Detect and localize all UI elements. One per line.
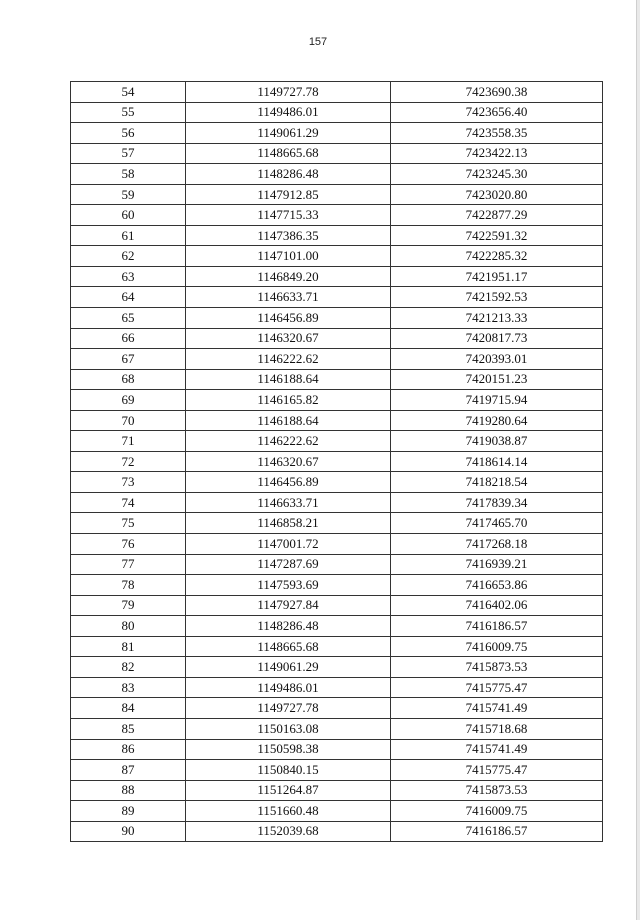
x-coordinate-cell: 1148665.68 bbox=[186, 636, 391, 657]
y-coordinate-cell: 7418218.54 bbox=[391, 472, 603, 493]
point-number-cell: 75 bbox=[71, 513, 186, 534]
y-coordinate-cell: 7416186.57 bbox=[391, 616, 603, 637]
point-number-cell: 89 bbox=[71, 801, 186, 822]
x-coordinate-cell: 1146849.20 bbox=[186, 266, 391, 287]
x-coordinate-cell: 1149486.01 bbox=[186, 677, 391, 698]
y-coordinate-cell: 7415775.47 bbox=[391, 677, 603, 698]
x-coordinate-cell: 1146320.67 bbox=[186, 328, 391, 349]
table-row bbox=[71, 390, 603, 411]
y-coordinate-cell: 7415775.47 bbox=[391, 760, 603, 781]
x-coordinate-cell: 1147386.35 bbox=[186, 225, 391, 246]
y-coordinate-cell: 7421213.33 bbox=[391, 308, 603, 329]
point-number-cell: 86 bbox=[71, 739, 186, 760]
y-coordinate-cell: 7423422.13 bbox=[391, 143, 603, 164]
y-coordinate-cell: 7419715.94 bbox=[391, 390, 603, 411]
y-coordinate-cell: 7421951.17 bbox=[391, 266, 603, 287]
point-number-cell: 90 bbox=[71, 821, 186, 842]
y-coordinate-cell: 7422591.32 bbox=[391, 225, 603, 246]
y-coordinate-cell: 7417268.18 bbox=[391, 534, 603, 555]
x-coordinate-cell: 1147715.33 bbox=[186, 205, 391, 226]
table-row bbox=[71, 821, 603, 842]
point-number-cell: 87 bbox=[71, 760, 186, 781]
point-number-cell: 71 bbox=[71, 431, 186, 452]
table-row bbox=[71, 616, 603, 637]
point-number-cell: 70 bbox=[71, 410, 186, 431]
page-number: 157 bbox=[308, 36, 328, 48]
point-number-cell: 77 bbox=[71, 554, 186, 575]
point-number-cell: 61 bbox=[71, 225, 186, 246]
table-row bbox=[71, 451, 603, 472]
table-row bbox=[71, 143, 603, 164]
point-number-cell: 68 bbox=[71, 369, 186, 390]
x-coordinate-cell: 1151264.87 bbox=[186, 780, 391, 801]
x-coordinate-cell: 1149727.78 bbox=[186, 82, 391, 103]
point-number-cell: 55 bbox=[71, 102, 186, 123]
table-row bbox=[71, 513, 603, 534]
y-coordinate-cell: 7420393.01 bbox=[391, 349, 603, 370]
x-coordinate-cell: 1148286.48 bbox=[186, 616, 391, 637]
x-coordinate-cell: 1149061.29 bbox=[186, 657, 391, 678]
table-row bbox=[71, 801, 603, 822]
table-row bbox=[71, 739, 603, 760]
table-row bbox=[71, 431, 603, 452]
table-row bbox=[71, 308, 603, 329]
table-row bbox=[71, 225, 603, 246]
point-number-cell: 78 bbox=[71, 575, 186, 596]
x-coordinate-cell: 1146456.89 bbox=[186, 472, 391, 493]
y-coordinate-cell: 7415718.68 bbox=[391, 718, 603, 739]
point-number-cell: 72 bbox=[71, 451, 186, 472]
table-row bbox=[71, 287, 603, 308]
table-row bbox=[71, 82, 603, 103]
table-row bbox=[71, 164, 603, 185]
y-coordinate-cell: 7423656.40 bbox=[391, 102, 603, 123]
y-coordinate-cell: 7422877.29 bbox=[391, 205, 603, 226]
x-coordinate-cell: 1146188.64 bbox=[186, 410, 391, 431]
table-row bbox=[71, 102, 603, 123]
point-number-cell: 60 bbox=[71, 205, 186, 226]
table-row bbox=[71, 328, 603, 349]
y-coordinate-cell: 7415873.53 bbox=[391, 780, 603, 801]
table-row bbox=[71, 657, 603, 678]
x-coordinate-cell: 1151660.48 bbox=[186, 801, 391, 822]
x-coordinate-cell: 1149486.01 bbox=[186, 102, 391, 123]
x-coordinate-cell: 1146858.21 bbox=[186, 513, 391, 534]
x-coordinate-cell: 1147001.72 bbox=[186, 534, 391, 555]
y-coordinate-cell: 7416186.57 bbox=[391, 821, 603, 842]
table-row bbox=[71, 595, 603, 616]
point-number-cell: 64 bbox=[71, 287, 186, 308]
point-number-cell: 56 bbox=[71, 123, 186, 144]
point-number-cell: 73 bbox=[71, 472, 186, 493]
point-number-cell: 59 bbox=[71, 184, 186, 205]
table-row bbox=[71, 575, 603, 596]
y-coordinate-cell: 7415873.53 bbox=[391, 657, 603, 678]
x-coordinate-cell: 1149727.78 bbox=[186, 698, 391, 719]
point-number-cell: 57 bbox=[71, 143, 186, 164]
table-row bbox=[71, 534, 603, 555]
y-coordinate-cell: 7416402.06 bbox=[391, 595, 603, 616]
x-coordinate-cell: 1147287.69 bbox=[186, 554, 391, 575]
x-coordinate-cell: 1147927.84 bbox=[186, 595, 391, 616]
point-number-cell: 74 bbox=[71, 492, 186, 513]
y-coordinate-cell: 7422285.32 bbox=[391, 246, 603, 267]
x-coordinate-cell: 1146222.62 bbox=[186, 349, 391, 370]
y-coordinate-cell: 7420817.73 bbox=[391, 328, 603, 349]
y-coordinate-cell: 7420151.23 bbox=[391, 369, 603, 390]
y-coordinate-cell: 7415741.49 bbox=[391, 739, 603, 760]
x-coordinate-cell: 1147101.00 bbox=[186, 246, 391, 267]
x-coordinate-cell: 1147912.85 bbox=[186, 184, 391, 205]
table-row bbox=[71, 492, 603, 513]
table-row bbox=[71, 554, 603, 575]
y-coordinate-cell: 7423558.35 bbox=[391, 123, 603, 144]
point-number-cell: 54 bbox=[71, 82, 186, 103]
y-coordinate-cell: 7419280.64 bbox=[391, 410, 603, 431]
x-coordinate-cell: 1146633.71 bbox=[186, 492, 391, 513]
table-row bbox=[71, 410, 603, 431]
point-number-cell: 80 bbox=[71, 616, 186, 637]
y-coordinate-cell: 7417839.34 bbox=[391, 492, 603, 513]
point-number-cell: 83 bbox=[71, 677, 186, 698]
y-coordinate-cell: 7419038.87 bbox=[391, 431, 603, 452]
table-row bbox=[71, 266, 603, 287]
point-number-cell: 88 bbox=[71, 780, 186, 801]
x-coordinate-cell: 1150163.08 bbox=[186, 718, 391, 739]
table-row bbox=[71, 349, 603, 370]
x-coordinate-cell: 1152039.68 bbox=[186, 821, 391, 842]
point-number-cell: 65 bbox=[71, 308, 186, 329]
x-coordinate-cell: 1148665.68 bbox=[186, 143, 391, 164]
point-number-cell: 79 bbox=[71, 595, 186, 616]
point-number-cell: 85 bbox=[71, 718, 186, 739]
y-coordinate-cell: 7416939.21 bbox=[391, 554, 603, 575]
y-coordinate-cell: 7416009.75 bbox=[391, 636, 603, 657]
point-number-cell: 62 bbox=[71, 246, 186, 267]
point-number-cell: 84 bbox=[71, 698, 186, 719]
x-coordinate-cell: 1150840.15 bbox=[186, 760, 391, 781]
point-number-cell: 58 bbox=[71, 164, 186, 185]
coordinates-table bbox=[70, 81, 603, 842]
x-coordinate-cell: 1146165.82 bbox=[186, 390, 391, 411]
x-coordinate-cell: 1150598.38 bbox=[186, 739, 391, 760]
table-row bbox=[71, 677, 603, 698]
x-coordinate-cell: 1147593.69 bbox=[186, 575, 391, 596]
point-number-cell: 69 bbox=[71, 390, 186, 411]
table-row bbox=[71, 780, 603, 801]
point-number-cell: 82 bbox=[71, 657, 186, 678]
table-row bbox=[71, 698, 603, 719]
point-number-cell: 67 bbox=[71, 349, 186, 370]
y-coordinate-cell: 7423690.38 bbox=[391, 82, 603, 103]
table-row bbox=[71, 718, 603, 739]
y-coordinate-cell: 7423245.30 bbox=[391, 164, 603, 185]
y-coordinate-cell: 7421592.53 bbox=[391, 287, 603, 308]
x-coordinate-cell: 1146456.89 bbox=[186, 308, 391, 329]
table-row bbox=[71, 205, 603, 226]
point-number-cell: 63 bbox=[71, 266, 186, 287]
y-coordinate-cell: 7417465.70 bbox=[391, 513, 603, 534]
y-coordinate-cell: 7415741.49 bbox=[391, 698, 603, 719]
x-coordinate-cell: 1149061.29 bbox=[186, 123, 391, 144]
y-coordinate-cell: 7423020.80 bbox=[391, 184, 603, 205]
table-row bbox=[71, 246, 603, 267]
table-row bbox=[71, 636, 603, 657]
x-coordinate-cell: 1146633.71 bbox=[186, 287, 391, 308]
y-coordinate-cell: 7416653.86 bbox=[391, 575, 603, 596]
coordinates-table-body bbox=[71, 82, 603, 842]
x-coordinate-cell: 1146222.62 bbox=[186, 431, 391, 452]
y-coordinate-cell: 7418614.14 bbox=[391, 451, 603, 472]
point-number-cell: 76 bbox=[71, 534, 186, 555]
table-row bbox=[71, 760, 603, 781]
point-number-cell: 66 bbox=[71, 328, 186, 349]
table-row bbox=[71, 472, 603, 493]
x-coordinate-cell: 1148286.48 bbox=[186, 164, 391, 185]
table-row bbox=[71, 184, 603, 205]
x-coordinate-cell: 1146188.64 bbox=[186, 369, 391, 390]
table-row bbox=[71, 369, 603, 390]
x-coordinate-cell: 1146320.67 bbox=[186, 451, 391, 472]
table-row bbox=[71, 123, 603, 144]
y-coordinate-cell: 7416009.75 bbox=[391, 801, 603, 822]
point-number-cell: 81 bbox=[71, 636, 186, 657]
